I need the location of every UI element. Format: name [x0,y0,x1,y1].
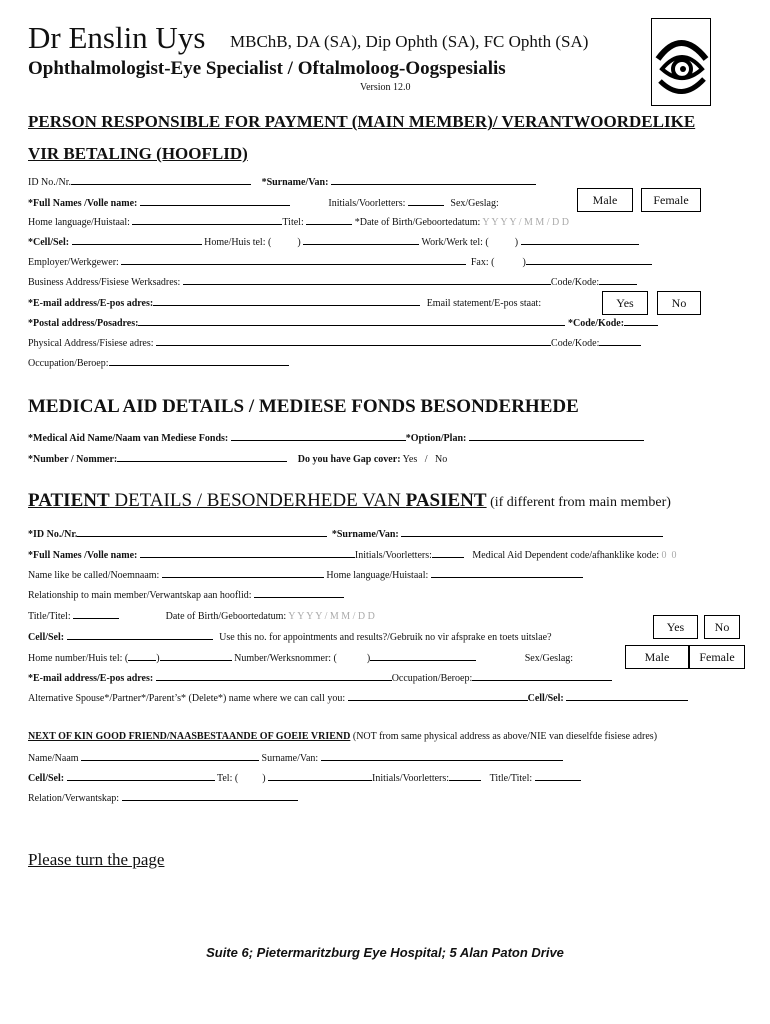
kin-tel-paren: ) [262,773,266,784]
kin-title-label: Title/Titel: [489,773,533,784]
patient-cell-label: Cell/Sel: [28,632,65,643]
email-field[interactable] [153,296,420,306]
dependent-code-field[interactable]: 0 0 [661,550,677,561]
title-field[interactable] [306,215,352,225]
payer-row-email [28,296,541,309]
kin-relation-label: Relation/Verwantskap: [28,793,120,804]
payer-section-title: PERSON RESPONSIBLE FOR PAYMENT (MAIN MEMBER)/ VERANTWOORDELIKE [28,112,696,131]
patient-dob-field[interactable]: Y Y Y Y / M M / D D [288,611,375,622]
medical-row-number [28,452,447,465]
patient-home-number-label: Home number/Huis tel: ( [28,653,129,664]
kin-title-field[interactable] [535,771,581,781]
patient-sex-label: Sex/Geslag: [524,653,574,664]
patient-row-title [28,609,375,622]
patient-row-names [28,548,677,561]
payer-row-physical [28,336,641,349]
doctor-qualifications: MBChB, DA (SA), Dip Ophth (SA), FC Ophth (SA) [230,32,589,51]
patient-full-names-label: *Full Names /Volle name: [28,550,138,561]
fax-field[interactable] [526,255,652,265]
physical-label: Physical Address/Fisiese adres: [28,338,154,349]
patient-surname-label: *Surname/Van: [331,529,399,540]
patient-occupation-field[interactable] [472,671,612,681]
patient-initials-label: Initials/Voorletters: [354,550,432,561]
patient-work-paren: ) [366,653,371,664]
kin-section-note: (NOT from same physical address as above/NIE van dieselfde fisiese adres) [352,731,658,742]
initials-label: Initials/Voorletters: [328,198,406,209]
patient-title-d: (if different from main member) [486,495,671,510]
kin-initials-field[interactable] [449,771,481,781]
option-field[interactable] [469,431,644,441]
alternative-cell-field[interactable] [566,691,688,701]
patient-occupation-label: Occupation/Beroep: [391,673,473,684]
kin-initials-label: Initials/Voorletters: [372,773,450,784]
kin-surname-label: Surname/Van: [261,753,319,764]
postal-field[interactable] [138,316,565,326]
alternative-cell-label: Cell/Sel: [527,693,564,704]
kin-section-title: NEXT OF KIN GOOD FRIEND/NAASBESTAANDE OF GOEIE VRIEND [28,731,351,742]
business-address-field[interactable] [183,275,551,285]
patient-row-home [28,651,573,664]
patient-title-b: DETAILS / BESONDERHEDE VAN [109,490,406,511]
kin-row-name [28,751,563,764]
use-number-yes[interactable]: Yes [653,615,698,639]
payer-row-occupation [28,356,289,369]
surname-label: *Surname/Van: [261,177,329,188]
patient-female-option[interactable]: Female [689,645,745,669]
patient-title-c: PASIENT [405,490,487,511]
title-label: Titel: [282,217,304,228]
aid-name-label: *Medical Aid Name/Naam van Mediese Fonds: [28,433,229,444]
call-name-field[interactable] [162,568,324,578]
patient-row-relationship [28,588,344,601]
aid-number-field[interactable] [117,452,287,462]
patient-id-field[interactable] [77,527,327,537]
payer-row-names [28,196,499,209]
medical-section-title: MEDICAL AID DETAILS / MEDIESE FONDS BESONDERHEDE [28,396,579,417]
patient-row-alternative [28,691,688,704]
patient-initials-field[interactable] [432,548,464,558]
alternative-contact-field[interactable] [348,691,528,701]
dob-label: *Date of Birth/Geboortedatum: [354,217,481,228]
payer-row-postal [28,316,658,329]
patient-home-language-label: Home language/Huistaal: [326,570,429,581]
aid-name-field[interactable] [231,431,406,441]
relationship-label: Relationship to main member/Verwantskap aan hooflid: [28,590,252,601]
cell-field[interactable] [72,235,202,245]
payer-row-language [28,215,569,228]
patient-row-id [28,527,663,540]
kin-row-cell [28,771,581,784]
form-version: Version 12.0 [360,82,411,93]
work-tel-field[interactable] [521,235,639,245]
gap-cover-options[interactable]: Yes / No [402,454,448,465]
cell-label: *Cell/Sel: [28,237,70,248]
surname-field[interactable] [331,175,536,185]
patient-title-label: Title/Titel: [28,611,71,622]
physical-code-field[interactable] [599,336,641,346]
payer-row-business [28,275,637,288]
kin-cell-label: Cell/Sel: [28,773,65,784]
patient-dob-label: Date of Birth/Geboortedatum: [165,611,287,622]
patient-home-number-field[interactable] [160,651,232,661]
patient-title-field[interactable] [73,609,119,619]
patient-id-label: *ID No./Nr. [28,529,78,540]
fax-label: Fax: ( [470,257,495,268]
aid-number-label: *Number / Nommer: [28,454,118,465]
home-tel-label: Home/Huis tel: ( [204,237,272,248]
patient-work-number-label: Number/Werksnommer: ( [234,653,337,664]
patient-work-number-field[interactable] [370,651,476,661]
email-statement-yes[interactable]: Yes [602,291,648,315]
kin-title-row [28,731,657,742]
payer-section-title-2: VIR BETALING (HOOFLID) [28,144,248,163]
call-name-label: Name like be called/Noemnaam: [28,570,160,581]
home-tel-paren: ) [297,237,301,248]
patient-email-field[interactable] [156,671,392,681]
home-language-field[interactable] [132,215,282,225]
kin-surname-field[interactable] [321,751,563,761]
dob-field[interactable]: Y Y Y Y / M M / D D [482,217,569,228]
occupation-label: Occupation/Beroep: [28,358,109,369]
physical-field[interactable] [156,336,551,346]
business-code-field[interactable] [599,275,637,285]
email-statement-label: Email statement/E-pos staat: [426,298,542,309]
full-names-label: *Full Names /Volle name: [28,198,138,209]
full-names-field[interactable] [140,196,290,206]
kin-tel-label: Tel: ( [216,773,239,784]
patient-row-callname [28,568,583,581]
patient-surname-field[interactable] [401,527,663,537]
payer-row-id [28,175,536,188]
use-number-no[interactable]: No [704,615,740,639]
home-tel-field[interactable] [303,235,419,245]
patient-email-label: *E-mail address/E-pos adres: [28,673,154,684]
male-option[interactable]: Male [577,188,633,212]
work-tel-paren: ) [514,237,519,248]
turn-page-note: Please turn the page [28,850,165,869]
kin-relation-field[interactable] [122,791,298,801]
postal-label: *Postal address/Posadres: [28,318,139,329]
medical-row-name [28,431,644,444]
dependent-code-label: Medical Aid Dependent code/afhanklike kode: [472,550,659,561]
patient-home-paren: ) [156,653,160,664]
patient-male-option[interactable]: Male [625,645,689,669]
postal-code-field[interactable] [624,316,658,326]
business-code-label: Code/Kode: [550,277,600,288]
occupation-field[interactable] [109,356,289,366]
payer-row-employer [28,255,652,268]
payer-row-phone [28,235,639,248]
patient-title-a: PATIENT [28,490,110,511]
kin-cell-field[interactable] [67,771,215,781]
female-option[interactable]: Female [641,188,701,212]
eye-logo-icon [651,18,711,106]
id-field[interactable] [71,175,251,185]
fax-paren: ) [522,257,526,268]
patient-row-email [28,671,612,684]
physical-code-label: Code/Kode: [551,338,600,349]
gap-cover-label: Do you have Gap cover: [297,454,401,465]
option-label: *Option/Plan: [405,433,467,444]
practice-address-footer: Suite 6; Pietermaritzburg Eye Hospital; 5 Alan Paton Drive [206,945,564,960]
employer-field[interactable] [121,255,466,265]
doctor-specialty: Ophthalmologist-Eye Specialist / Oftalmoloog-Oogspesialis [28,58,506,79]
patient-home-language-field[interactable] [431,568,583,578]
sex-label: Sex/Geslag: [450,198,499,209]
doctor-name: Dr Enslin Uys [28,20,206,55]
kin-tel-field[interactable] [268,771,372,781]
employer-label: Employer/Werkgewer: [28,257,119,268]
home-language-label: Home language/Huistaal: [28,217,130,228]
work-tel-label: Work/Werk tel: ( [421,237,489,248]
use-number-label: Use this no. for appointments and results?/Gebruik no vir afsprake en toets uitslae? [219,632,552,643]
initials-field[interactable] [408,196,444,206]
email-label: *E-mail address/E-pos adres: [28,298,154,309]
postal-code-label: *Code/Kode: [567,318,625,329]
kin-name-field[interactable] [81,751,259,761]
email-statement-no[interactable]: No [657,291,701,315]
patient-row-cell [28,630,552,643]
kin-name-label: Name/Naam [28,753,79,764]
kin-row-relation [28,791,298,804]
patient-section-title [28,490,671,512]
relationship-field[interactable] [254,588,344,598]
alternative-contact-label: Alternative Spouse*/Partner*/Parent’s* (Delete*) name where we can call you: [28,693,346,704]
business-address-label: Business Address/Fisiese Werksadres: [28,277,181,288]
patient-cell-field[interactable] [67,630,213,640]
id-label: ID No./Nr. [28,177,72,188]
patient-full-names-field[interactable] [140,548,355,558]
